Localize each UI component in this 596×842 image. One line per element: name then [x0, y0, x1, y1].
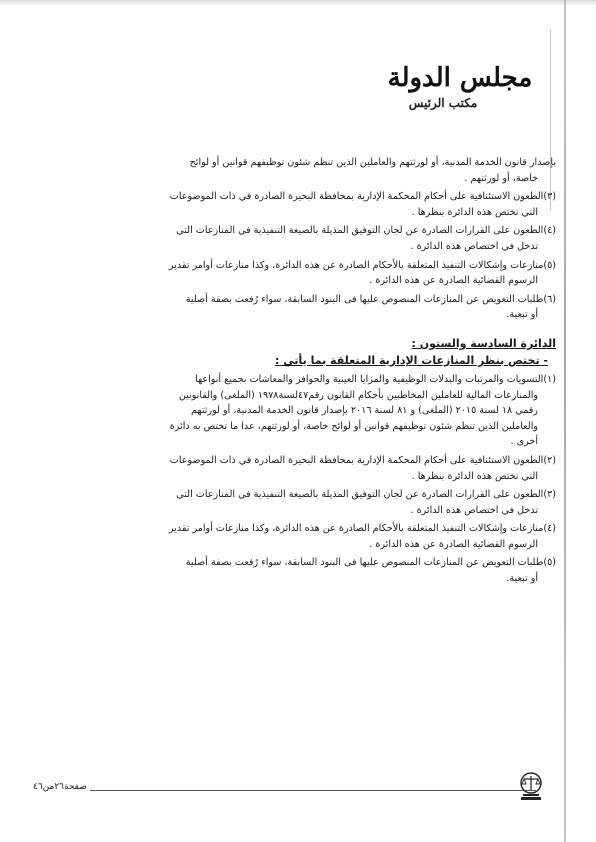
text-line: تدخل في اختصاص هذه الدائرة . — [410, 504, 538, 516]
page-footer — [30, 770, 556, 810]
text-line: (٣)الطعون الاستئنافية على أحكام المحكمة الإدارية بمحافظة البحيرة الصادرة في ذات الموضوعات — [169, 191, 556, 203]
list-item — [32, 292, 556, 323]
text-line: التي تختص هذه الدائرة بنظرها . — [411, 470, 538, 482]
list-item — [32, 372, 556, 450]
document-body — [32, 155, 556, 587]
text-line: (٥)منازعات وإشكالات التنفيذ المتعلقة بالأحكام الصادرة عن هذه الدائرة، وكذا منازعات أوامر تقدير — [168, 259, 556, 271]
items-list-a — [32, 189, 556, 323]
list-item — [32, 521, 556, 552]
letterhead — [380, 62, 540, 110]
list-item — [32, 258, 556, 289]
text-line: أو تبعية. — [506, 573, 538, 585]
scan-edge-line — [564, 0, 566, 842]
footer-rule — [90, 790, 536, 791]
text-line: والمنازعات المالية للعاملين المخاطبين بأحكام القانون رقم٤٧لسنة١٩٧٨ (الملغى) والقانونين — [178, 389, 538, 401]
text-line: أو تبعية. — [506, 309, 538, 321]
items-list-b — [32, 372, 556, 587]
text-line: أخرى . — [510, 436, 538, 448]
text-line: (١)التسويات والمرتبات والبدلات الوظيفية والمزايا العينية والحوافز والمعاشات بجميع أنواعها — [195, 373, 556, 385]
text-line: بإصدار قانون الخدمة المدنية، أو لورثتهم والعاملين الذين تنظم شئون توظيفهم قوانين أو لوائح — [189, 157, 556, 168]
scan-shadow — [0, 0, 596, 6]
text-line: تدخل في اختصاص هذه الدائرة . — [410, 240, 538, 252]
text-line: (٤)منازعات وإشكالات التنفيذ المتعلقة بالأحكام الصادرة عن هذه الدائرة، وكذا منازعات أوامر تقدير — [168, 523, 556, 535]
text-line: (٦)طلبات التعويض عن المنازعات المنصوص عليها فى البنود السابقة، سواء رُفعت بصفة أصلية — [185, 293, 556, 305]
text-line: خاصة، أو لورثتهم . — [464, 172, 538, 184]
list-item — [32, 223, 556, 254]
continued-paragraph — [32, 155, 556, 186]
list-item — [32, 487, 556, 518]
office-subtitle: مكتب الرئيس — [408, 96, 478, 110]
text-line: (٤)الطعون على القرارات الصادرة عن لجان التوفيق المذيلة بالصيغة التنفيذية في المنازعات التي — [176, 225, 556, 237]
page-number: صفحة٢٦من٤٦ — [30, 782, 90, 792]
text-line: (٥)طلبات التعويض عن المنازعات المنصوص عليها فى البنود السابقة، سواء رُفعت بصفة أصلية — [185, 557, 556, 569]
section-title: الدائرة السادسة والستون : — [411, 336, 556, 350]
text-line: التي تختص هذه الدائرة بنظرها . — [411, 206, 538, 218]
text-line: (٣)الطعون على القرارات الصادرة عن لجان التوفيق المذيلة بالصيغة التنفيذية في المنازعات التي — [176, 489, 556, 501]
council-title: مجلس الدولة — [387, 63, 533, 93]
list-item — [32, 189, 556, 220]
text-line: الرسوم القضائية الصادرة عن هذه الدائرة . — [369, 275, 538, 287]
scales-emblem-icon — [518, 772, 544, 802]
text-line: الرسوم القضائية الصادرة عن هذه الدائرة . — [369, 538, 538, 550]
list-item — [32, 453, 556, 484]
text-line: والعاملين الذين تنظم شئون توظيفهم قوانين أو لوائح خاصة، أو لورثتهم، عدا ما تختص به دائرة — [169, 420, 538, 432]
text-line: رقمي ١٨ لسنة ٢٠١٥ (الملغى) و ٨١ لسنة ٢٠١٦ بإصدار قانون الخدمة المدنية، أو لورثتهم — [191, 405, 538, 417]
section-subtitle: - تختص بنظر المنازعات الإدارية المتعلقة بما يأتي : — [275, 353, 548, 367]
list-item — [32, 555, 556, 586]
text-line: (٢)الطعون الاستئنافية على أحكام المحكمة الإدارية بمحافظة البحيرة الصادرة في ذات الموضوعات — [169, 454, 556, 466]
